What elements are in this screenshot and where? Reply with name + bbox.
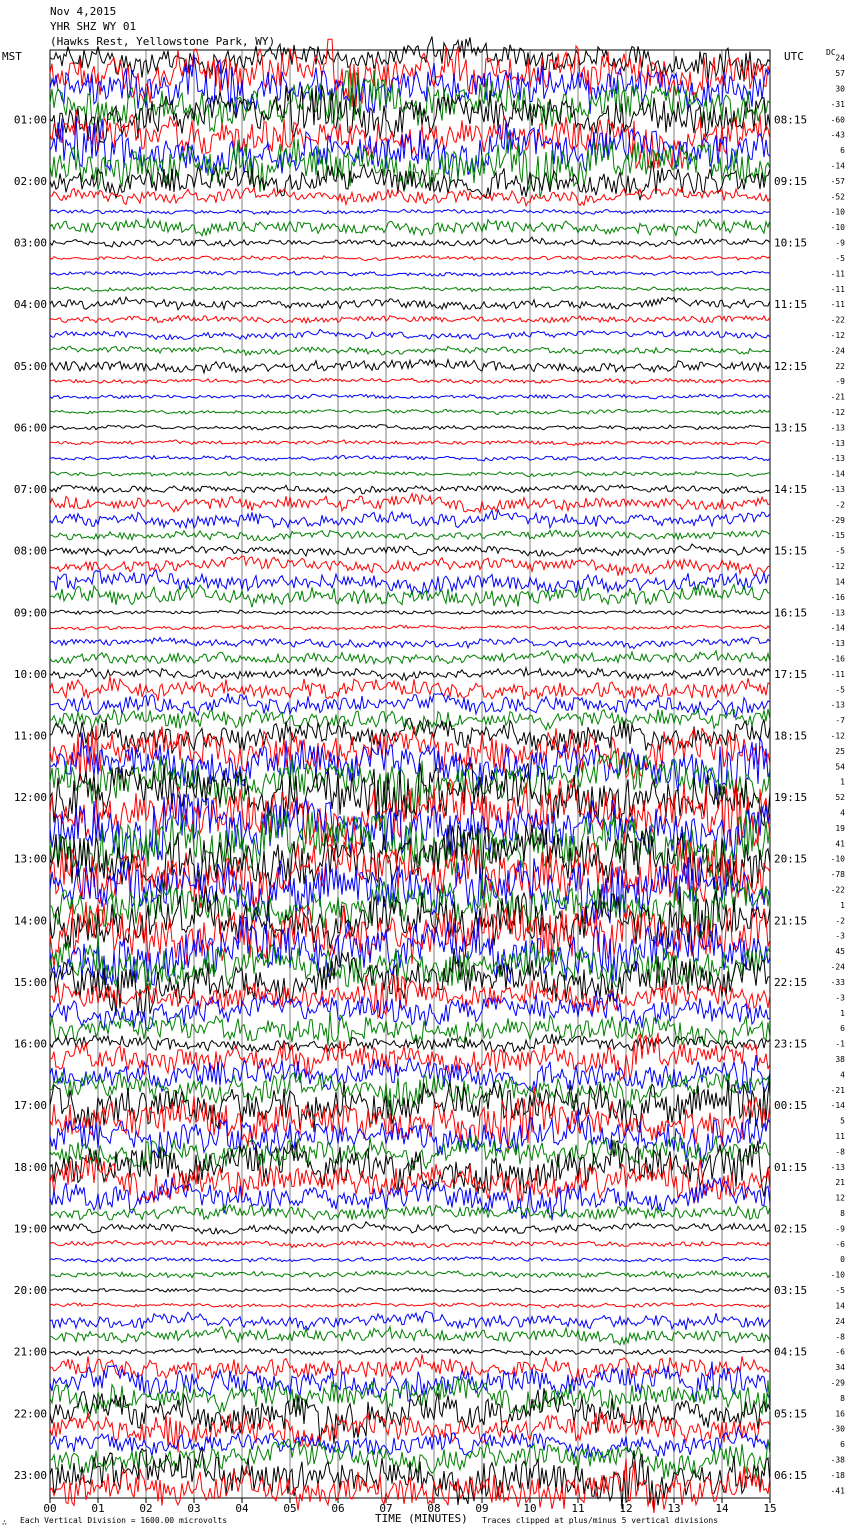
x-tick-label: 04 <box>235 1502 249 1515</box>
mst-hour-label: 12:00 <box>13 791 47 805</box>
dc-offset-label: -31 <box>830 99 845 109</box>
dc-offset-label: -13 <box>830 438 845 448</box>
trace-line <box>50 409 770 414</box>
dc-offset-label: 38 <box>835 1054 845 1064</box>
trace-line <box>50 556 770 576</box>
utc-hour-label: 23:15 <box>774 1037 808 1051</box>
utc-axis-title: UTC <box>784 50 804 63</box>
mst-axis-title: MST <box>2 50 22 63</box>
dc-offset-label: 54 <box>835 762 845 772</box>
trace-line <box>50 1087 770 1151</box>
x-tick-label: 12 <box>619 1502 633 1515</box>
mst-hour-label: 04:00 <box>13 298 47 312</box>
utc-hour-label: 20:15 <box>774 852 808 866</box>
dc-offset-label: -14 <box>830 161 845 171</box>
dc-offset-label: -2 <box>835 500 845 510</box>
trace-line <box>50 1327 770 1345</box>
dc-offset-label: -6 <box>835 1239 845 1249</box>
utc-hour-label: 09:15 <box>774 174 808 188</box>
mst-hour-label: 22:00 <box>13 1407 47 1421</box>
x-tick-label: 08 <box>427 1502 441 1515</box>
x-tick-label: 11 <box>571 1502 585 1515</box>
trace-line <box>50 584 770 607</box>
x-tick-label: 01 <box>91 1502 105 1515</box>
x-tick-label: 13 <box>667 1502 681 1515</box>
utc-hour-label: 02:15 <box>774 1222 808 1236</box>
plot-frame <box>50 50 770 1498</box>
utc-hour-label: 16:15 <box>774 606 808 620</box>
utc-hour-label: 04:15 <box>774 1345 808 1359</box>
dc-offset-label: 34 <box>835 1363 845 1373</box>
trace-line <box>50 1241 770 1248</box>
dc-offset-label: -12 <box>830 330 845 340</box>
mst-hour-label: 10:00 <box>13 667 47 681</box>
trace-line <box>50 637 770 648</box>
utc-hour-label: 14:15 <box>774 483 808 497</box>
dc-offset-label: -24 <box>830 346 845 356</box>
dc-offset-label: -41 <box>830 1486 845 1496</box>
trace-line <box>50 471 770 476</box>
dc-offset-label: 24 <box>835 53 845 63</box>
x-axis-title: TIME (MINUTES) <box>375 1512 468 1525</box>
mst-hour-label: 17:00 <box>13 1099 47 1113</box>
mst-hour-label: 21:00 <box>13 1345 47 1359</box>
trace-line <box>50 718 770 753</box>
dc-offset-label: 12 <box>835 1193 845 1203</box>
dc-offset-label: -22 <box>830 315 845 325</box>
dc-offset-label: -33 <box>830 977 845 987</box>
dc-offset-label: -5 <box>835 546 845 556</box>
dc-offset-label: -9 <box>835 238 845 248</box>
dc-offset-label: 8 <box>840 1209 845 1219</box>
dc-offset-label: -3 <box>835 993 845 1003</box>
header-station: YHR SHZ WY 01 <box>50 20 137 33</box>
mst-hour-label: 14:00 <box>13 914 47 928</box>
x-tick-label: 07 <box>379 1502 393 1515</box>
utc-hour-label: 21:15 <box>774 914 808 928</box>
x-tick-label: 02 <box>139 1502 153 1515</box>
x-tick-label: 06 <box>331 1502 345 1515</box>
dc-offset-label: -52 <box>830 192 845 202</box>
dc-offset-label: -13 <box>830 485 845 495</box>
utc-hour-label: 01:15 <box>774 1160 808 1174</box>
dc-offset-label: -13 <box>830 423 845 433</box>
trace-line <box>50 1348 770 1355</box>
trace-line <box>50 219 770 236</box>
mst-hour-label: 13:00 <box>13 852 47 866</box>
trace-line <box>50 440 770 446</box>
utc-hour-label: 05:15 <box>774 1407 808 1421</box>
utc-hour-label: 11:15 <box>774 298 808 312</box>
dc-offset-label: 6 <box>840 146 845 156</box>
dc-offset-label: -7 <box>835 716 845 726</box>
dc-offset-label: -10 <box>830 854 845 864</box>
dc-offset-label: -38 <box>830 1455 845 1465</box>
trace-line <box>50 394 770 399</box>
dc-offset-label: -11 <box>830 284 845 294</box>
x-tick-label: 10 <box>523 1502 537 1515</box>
trace-line <box>50 610 770 615</box>
trace-line <box>50 315 770 323</box>
dc-offset-label: -10 <box>830 223 845 233</box>
dc-offset-label: 41 <box>835 839 845 849</box>
dc-offset-label: 0 <box>840 1255 845 1265</box>
dc-offset-label: 6 <box>840 1024 845 1034</box>
mst-hour-label: 05:00 <box>13 359 47 373</box>
dc-offset-label: -14 <box>830 623 845 633</box>
mst-hour-label: 18:00 <box>13 1160 47 1174</box>
trace-line <box>50 1271 770 1278</box>
dc-offset-label: -13 <box>830 639 845 649</box>
utc-hour-label: 12:15 <box>774 359 808 373</box>
dc-offset-label: 57 <box>835 69 845 79</box>
mst-hour-label: 20:00 <box>13 1284 47 1298</box>
mst-hour-label: 23:00 <box>13 1468 47 1482</box>
dc-offset-label: 1 <box>840 1008 845 1018</box>
dc-offset-label: 30 <box>835 84 845 94</box>
trace-line <box>50 510 770 528</box>
trace-line <box>50 651 770 664</box>
utc-hour-label: 18:15 <box>774 729 808 743</box>
trace-line <box>50 297 770 310</box>
dc-offset-label: -11 <box>830 269 845 279</box>
dc-offset-label: -30 <box>830 1424 845 1434</box>
dc-offset-label: -78 <box>830 870 845 880</box>
trace-line <box>50 1178 770 1221</box>
dc-offset-label: -5 <box>835 685 845 695</box>
dc-offset-label: -13 <box>830 700 845 710</box>
trace-line <box>50 1311 770 1330</box>
trace-line <box>50 1140 770 1197</box>
trace-line <box>50 1257 770 1262</box>
dc-offset-label: 45 <box>835 947 845 957</box>
x-tick-label: 09 <box>475 1502 489 1515</box>
trace-line <box>50 530 770 541</box>
dc-offset-label: -13 <box>830 608 845 618</box>
dc-offset-label: -9 <box>835 377 845 387</box>
dc-offset-label: 14 <box>835 1301 845 1311</box>
dc-offset-label: -1 <box>835 1039 845 1049</box>
dc-offset-label: -14 <box>830 1101 845 1111</box>
dc-offset-label: -12 <box>830 408 845 417</box>
mst-hour-label: 19:00 <box>13 1222 47 1236</box>
dc-offset-label: 25 <box>835 746 845 756</box>
x-tick-label: 05 <box>283 1502 297 1515</box>
dc-offset-label: -13 <box>830 1162 845 1172</box>
trace-line <box>50 668 770 681</box>
trace-line <box>50 779 770 847</box>
dc-offset-label: -5 <box>835 253 845 263</box>
trace-line <box>50 1222 770 1234</box>
logo-mark: ∴ <box>2 1518 7 1527</box>
utc-hour-label: 06:15 <box>774 1468 808 1482</box>
dc-offset-label: -5 <box>835 1286 845 1296</box>
dc-offset-label: -14 <box>830 469 845 479</box>
scale-note: Each Vertical Division = 1600.00 microvolts <box>20 1516 228 1525</box>
trace-line <box>50 346 770 355</box>
utc-hour-label: 03:15 <box>774 1284 808 1298</box>
dc-offset-label: 24 <box>835 1316 845 1326</box>
trace-line <box>50 1303 770 1308</box>
trace-line <box>50 625 770 630</box>
trace-line <box>50 544 770 556</box>
dc-offset-label: 19 <box>835 823 845 833</box>
x-tick-label: 14 <box>715 1502 729 1515</box>
x-tick-label: 03 <box>187 1502 201 1515</box>
dc-offset-label: -8 <box>835 1332 845 1342</box>
dc-offset-label: 52 <box>835 793 845 803</box>
trace-line <box>50 209 770 214</box>
dc-offset-label: -16 <box>830 654 845 664</box>
dc-offset-label: -12 <box>830 562 845 572</box>
utc-hour-label: 19:15 <box>774 791 808 805</box>
dc-offset-label: -57 <box>830 176 845 186</box>
dc-offset-label: -3 <box>835 931 845 941</box>
dc-offset-label: 5 <box>840 1116 845 1126</box>
utc-hour-label: 00:15 <box>774 1099 808 1113</box>
x-tick-label: 00 <box>43 1502 57 1515</box>
trace-line <box>50 1354 770 1381</box>
utc-hour-label: 15:15 <box>774 544 808 558</box>
trace-line <box>50 1427 770 1457</box>
mst-hour-label: 08:00 <box>13 544 47 558</box>
dc-offset-label: -15 <box>830 531 845 541</box>
trace-line <box>50 676 770 701</box>
header-location: (Hawks Rest, Yellowstone Park, WY) <box>50 35 276 48</box>
utc-hour-label: 13:15 <box>774 421 808 435</box>
dc-offset-label: 21 <box>835 1178 845 1188</box>
dc-offset-label: -21 <box>830 1085 845 1095</box>
dc-offset-label: -2 <box>835 916 845 926</box>
trace-line <box>50 709 770 734</box>
mst-hour-label: 16:00 <box>13 1037 47 1051</box>
mst-hour-label: 11:00 <box>13 729 47 743</box>
dc-offset-label: -16 <box>830 592 845 602</box>
trace-line <box>50 329 770 339</box>
mst-hour-label: 15:00 <box>13 975 47 989</box>
dc-offset-label: 22 <box>835 361 845 371</box>
trace-line <box>50 256 770 261</box>
trace-line <box>50 360 770 373</box>
dc-offset-label: -60 <box>830 115 845 125</box>
dc-offset-label: -11 <box>830 300 845 310</box>
trace-group <box>50 37 770 1513</box>
utc-hour-label: 17:15 <box>774 667 808 681</box>
mst-hour-label: 06:00 <box>13 421 47 435</box>
dc-offset-label: -18 <box>830 1470 845 1480</box>
mst-hour-label: 02:00 <box>13 174 47 188</box>
mst-hour-label: 09:00 <box>13 606 47 620</box>
dc-offset-label: -24 <box>830 962 845 972</box>
utc-hour-label: 22:15 <box>774 975 808 989</box>
trace-line <box>50 456 770 461</box>
dc-offset-label: -43 <box>830 130 845 140</box>
dc-offset-label: -10 <box>830 207 845 217</box>
dc-offset-label: -29 <box>830 515 845 525</box>
trace-line <box>50 188 770 206</box>
mst-hour-label: 07:00 <box>13 483 47 497</box>
dc-offset-label: -29 <box>830 1378 845 1388</box>
dc-offset-label: -6 <box>835 1347 845 1357</box>
dc-offset-label: 4 <box>840 808 845 818</box>
dc-offset-label: -21 <box>830 392 845 402</box>
dc-offset-label: 4 <box>840 1070 845 1080</box>
trace-line <box>50 1205 770 1220</box>
dc-offset-label: -13 <box>830 454 845 464</box>
dc-offset-label: -12 <box>830 731 845 741</box>
trace-line <box>50 287 770 292</box>
dc-offset-label: -22 <box>830 885 845 895</box>
dc-offset-label: 1 <box>840 900 845 910</box>
trace-line <box>50 494 770 513</box>
trace-line <box>50 378 770 384</box>
dc-offset-label: 8 <box>840 1393 845 1403</box>
dc-offset-label: -9 <box>835 1224 845 1234</box>
x-tick-label: 15 <box>763 1502 777 1515</box>
dc-offset-label: 16 <box>835 1409 845 1419</box>
dc-offset-label: 6 <box>840 1440 845 1450</box>
clip-note: Traces clipped at plus/minus 5 vertical divisions <box>482 1516 719 1525</box>
mst-hour-label: 01:00 <box>13 113 47 127</box>
utc-hour-label: 10:15 <box>774 236 808 250</box>
trace-line <box>50 237 770 247</box>
trace-line <box>50 70 770 131</box>
mst-hour-label: 03:00 <box>13 236 47 250</box>
trace-line <box>50 485 770 494</box>
header-date: Nov 4,2015 <box>50 5 117 18</box>
utc-hour-label: 08:15 <box>774 113 808 127</box>
dc-offset-label: 11 <box>835 1132 845 1141</box>
trace-line <box>50 425 770 431</box>
trace-line <box>50 271 770 277</box>
dc-offset-label: 1 <box>840 777 845 787</box>
dc-offset-label: -8 <box>835 1147 845 1157</box>
trace-line <box>50 1288 770 1293</box>
dc-offset-label: -11 <box>830 669 845 679</box>
dc-offset-label: -10 <box>830 1270 845 1280</box>
dc-header: DC <box>826 48 836 57</box>
dc-offset-label: 14 <box>835 577 845 587</box>
